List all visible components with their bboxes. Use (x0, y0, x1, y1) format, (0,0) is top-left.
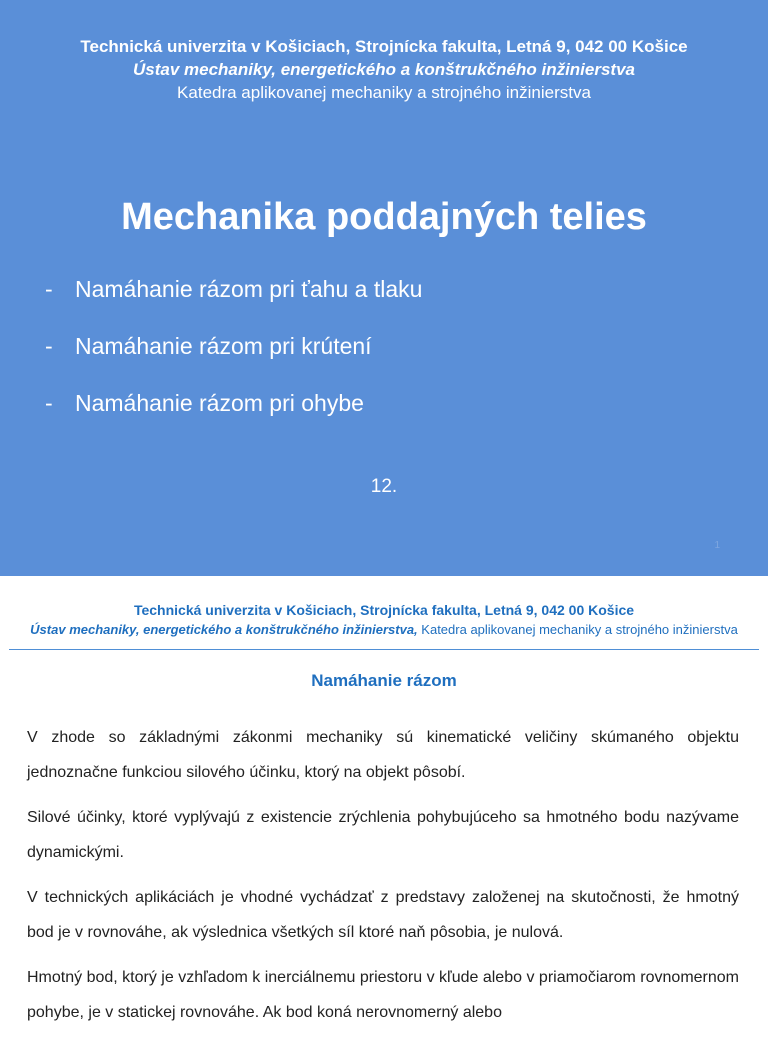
topic-label: Namáhanie rázom pri krútení (75, 333, 372, 359)
content-slide (0, 576, 768, 1024)
topic-item (45, 384, 422, 422)
page-number: 1 (714, 540, 720, 551)
department-text: Katedra aplikovanej mechaniky a strojného inžinierstva (421, 622, 738, 637)
body-text (27, 720, 739, 1040)
department-line: Katedra aplikovanej mechaniky a strojného inžinierstva (177, 83, 591, 102)
topic-list (45, 270, 422, 441)
paragraph: V technických aplikáciách je vhodné vychádzať z predstavy založenej na skutočnosti, že hmotný bod je v rovnováhe, ak výslednica všetkých síl ktoré naň pôsobia, je nulová. (27, 889, 739, 941)
slide-header (0, 36, 768, 104)
topic-item (45, 327, 422, 365)
bullet-marker: - (45, 333, 53, 359)
university-line: Technická univerzita v Košiciach, Strojnícka fakulta, Letná 9, 042 00 Košice (80, 37, 688, 56)
section-title: Namáhanie rázom (311, 671, 457, 690)
topic-label: Namáhanie rázom pri ťahu a tlaku (75, 276, 423, 302)
header-divider (9, 649, 759, 650)
topic-label: Namáhanie rázom pri ohybe (75, 390, 364, 416)
institute-department-line (0, 620, 768, 640)
topic-item (45, 270, 422, 308)
paragraph: Silové účinky, ktoré vyplývajú z existencie zrýchlenia pohybujúceho sa hmotného bodu nazývame dynamickými. (27, 809, 739, 861)
paragraph: Hmotný bod, ktorý je vzhľadom k inerciálnemu priestoru v kľude alebo v priamočiarom rovnomernom pohybe, je v statickej rovnováhe. Ak bod koná nerovnomerný alebo (27, 969, 739, 1021)
institute-line: Ústav mechaniky, energetického a konštrukčného inžinierstva (133, 60, 635, 79)
slide-title: Mechanika poddajných telies (121, 196, 647, 238)
university-line: Technická univerzita v Košiciach, Strojnícka fakulta, Letná 9, 042 00 Košice (133, 602, 635, 618)
lecture-number: 12. (370, 476, 398, 497)
slide-header (0, 600, 768, 640)
bullet-marker: - (45, 390, 53, 416)
paragraph: V zhode so základnými zákonmi mechaniky sú kinematické veličiny skúmaného objektu jednoznačne funkciou silového účinku, ktorý na objekt pôsobí. (27, 729, 739, 781)
bullet-marker: - (45, 276, 53, 302)
institute-text: Ústav mechaniky, energetického a konštrukčného inžinierstva, (30, 622, 418, 637)
